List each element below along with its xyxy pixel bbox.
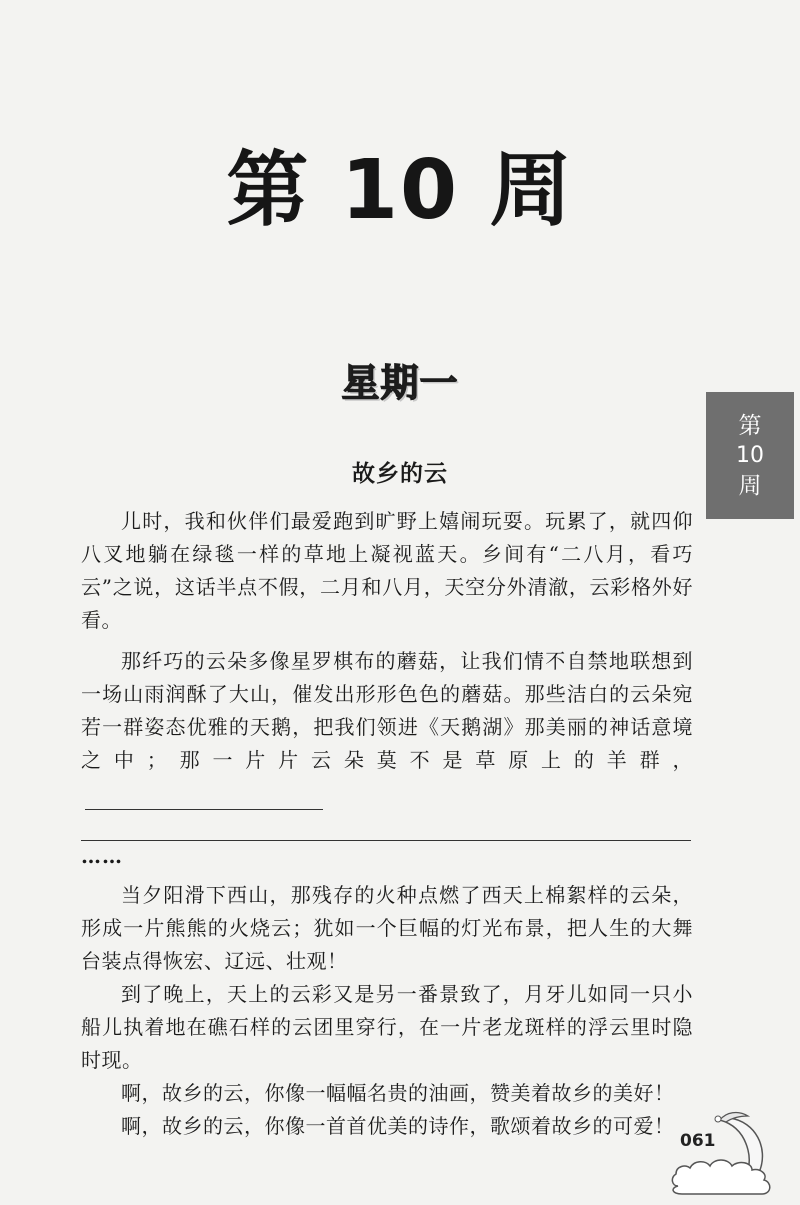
paragraph-6: 啊，故乡的云，你像一首首优美的诗作，歌颂着故乡的可爱！ xyxy=(121,1114,675,1138)
day-heading: 星期一 xyxy=(341,361,459,405)
moon-cloud-icon xyxy=(668,1108,780,1200)
paragraph-2-text: 那纤巧的云朵多像星罗棋布的蘑菇，让我们情不自禁地联想到一场山雨润酥了大山，催发出形形色色的蘑菇。那些洁白的云朵宛若一群姿态优雅的天鹅，把我们领进《天鹅湖》那美丽的神话意境之中；那一片片云朵莫不是草原上的羊群， xyxy=(81,649,693,772)
article-body xyxy=(81,505,693,1143)
paragraph-1: 儿时，我和伙伴们最爱跑到旷野上嬉闹玩耍。玩累了，就四仰八叉地躺在绿毯一样的草地上凝视蓝天。乡间有“二八月，看巧云”之说，这话半点不假，二月和八月，天空分外清澈，云彩格外好看。 xyxy=(81,509,693,632)
ellipsis: …… xyxy=(81,844,123,868)
side-tab-char-1: 第 xyxy=(738,412,762,439)
page-title: 第 10 周 xyxy=(226,143,574,238)
fill-blank-line[interactable] xyxy=(81,810,691,841)
side-tab-number: 10 xyxy=(736,442,764,468)
side-tab-char-2: 周 xyxy=(738,472,762,499)
paragraph-5: 啊，故乡的云，你像一幅幅名贵的油画，赞美着故乡的美好！ xyxy=(121,1081,675,1105)
fill-blank-inline[interactable] xyxy=(85,787,323,810)
paragraph-2 xyxy=(81,645,693,810)
paragraph-3: 当夕阳滑下西山，那残存的火种点燃了西天上棉絮样的云朵，形成一片熊熊的火烧云；犹如一个巨幅的灯光布景，把人生的大舞台装点得恢宏、辽远、壮观！ xyxy=(81,883,693,973)
paragraph-4: 到了晚上，天上的云彩又是另一番景致了，月牙儿如同一只小船儿执着地在礁石样的云团里穿行，在一片老龙斑样的浮云里时隐时现。 xyxy=(81,982,693,1072)
page-number: 061 xyxy=(680,1131,716,1151)
article-title: 故乡的云 xyxy=(352,460,448,487)
